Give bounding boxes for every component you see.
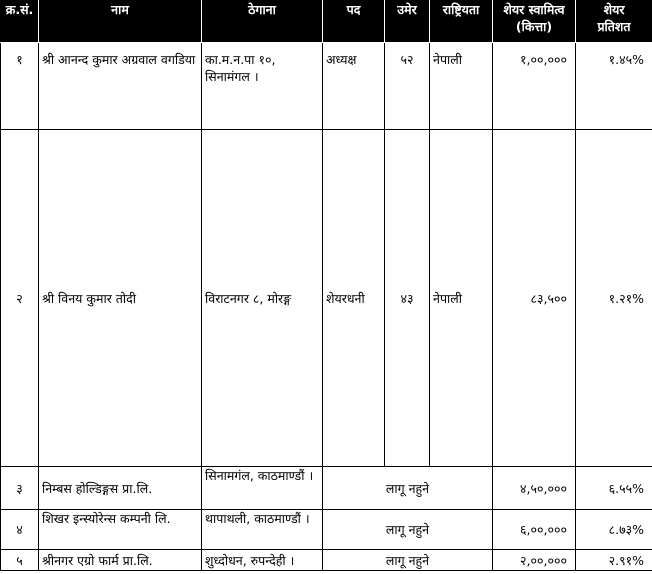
- row-not-applicable: लागू नहुने: [323, 510, 493, 550]
- row-shares: ८३,५००: [493, 130, 576, 467]
- header-percent-line1: शेयर: [603, 2, 625, 17]
- row-address: शुध्दोधन, रुपन्देही ।: [202, 550, 323, 571]
- row-sn: ५: [1, 550, 39, 571]
- row-address: थापाथली, काठमाण्डौं ।: [202, 510, 323, 550]
- row-name: शिखर इन्स्योरेन्स कम्पनी लि.: [39, 510, 202, 550]
- row-sn: २: [1, 130, 39, 467]
- row-name: निम्बस होल्डिङ्गस प्रा.लि.: [39, 467, 202, 510]
- row-sn: ३: [1, 467, 39, 510]
- header-position: पद: [323, 1, 385, 43]
- row-shares: २,००,०००: [493, 550, 576, 571]
- row-sn: १: [1, 43, 39, 130]
- row-address: का.म.न.पा १०, सिनामंगल ।: [202, 43, 323, 130]
- row-nationality: नेपाली: [430, 43, 493, 130]
- table-row: [1, 467, 652, 510]
- row-shares: १,००,०००: [493, 43, 576, 130]
- header-shares-line1: शेयर स्वामित्व: [503, 2, 565, 17]
- row-percent: ६.५५%: [576, 467, 652, 510]
- row-percent: ८.७३%: [576, 510, 652, 550]
- row-name: श्री विनय कुमार तोदी: [39, 130, 202, 467]
- header-nationality: राष्ट्रियता: [430, 1, 493, 43]
- row-percent: १.२१%: [576, 130, 652, 467]
- header-sn: क्र.सं.: [1, 1, 39, 43]
- header-percent-line2: प्रतिशत: [597, 19, 631, 34]
- row-position: अध्यक्ष: [323, 43, 385, 130]
- header-age: उमेर: [385, 1, 430, 43]
- row-age: ५२: [385, 43, 430, 130]
- header-percent: [576, 1, 652, 43]
- row-address: सिनामगंल, काठमाण्डौं ।: [202, 467, 323, 510]
- row-shares: ४,५०,०००: [493, 467, 576, 510]
- row-not-applicable: लागू नहुने: [323, 467, 493, 510]
- row-nationality: नेपाली: [430, 130, 493, 467]
- row-percent: १.४५%: [576, 43, 652, 130]
- row-age: ४३: [385, 130, 430, 467]
- header-row: [1, 1, 652, 43]
- row-shares: ६,००,०००: [493, 510, 576, 550]
- table-row: [1, 130, 652, 467]
- row-sn: ४: [1, 510, 39, 550]
- header-shares-line2: (कित्ता): [515, 19, 553, 34]
- table-row: [1, 550, 652, 571]
- table-row: [1, 43, 652, 130]
- row-percent: २.९१%: [576, 550, 652, 571]
- row-not-applicable: लागू नहुने: [323, 550, 493, 571]
- row-address: विराटनगर ८, मोरङ्ग: [202, 130, 323, 467]
- row-name: श्री आनन्द कुमार अग्रवाल वगडिया: [39, 43, 202, 130]
- header-shares: [493, 1, 576, 43]
- header-name: नाम: [39, 1, 202, 43]
- table-row: [1, 510, 652, 550]
- row-position: शेयरधनी: [323, 130, 385, 467]
- row-name: श्रीनगर एग्रो फार्म प्रा.लि.: [39, 550, 202, 571]
- header-address: ठेगाना: [202, 1, 323, 43]
